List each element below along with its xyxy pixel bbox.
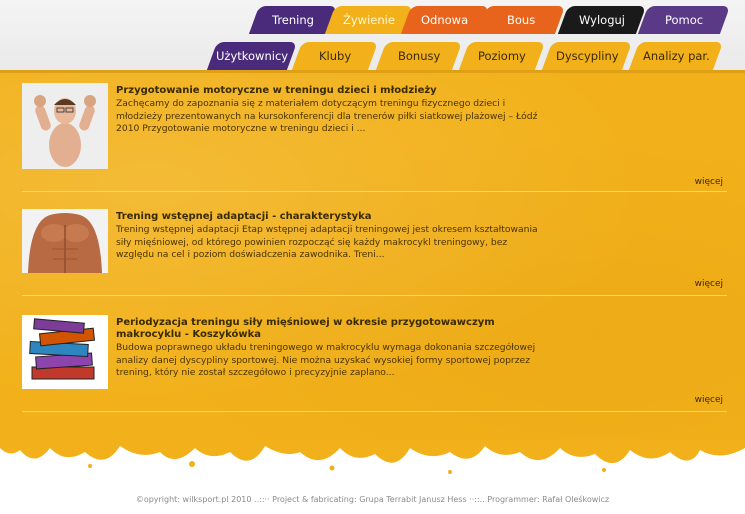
more-link[interactable]: więcej xyxy=(694,279,723,289)
tab-label: Bous xyxy=(506,13,536,27)
article-item xyxy=(22,315,727,415)
tab-uzytkownicy[interactable] xyxy=(207,42,297,70)
article-separator xyxy=(22,191,727,192)
tab-label: Wyloguj xyxy=(579,13,625,27)
tab-label: Poziomy xyxy=(478,49,526,63)
tab-pomoc[interactable] xyxy=(638,6,730,34)
tab-label: Analizy par. xyxy=(642,49,710,63)
tab-wyloguj[interactable] xyxy=(558,6,646,34)
tab-trening[interactable] xyxy=(249,6,337,34)
tab-bonusy[interactable] xyxy=(376,42,462,70)
tab-label: Kluby xyxy=(318,49,352,63)
article-item xyxy=(22,83,727,193)
tab-analizy-par[interactable] xyxy=(629,42,723,70)
article-item xyxy=(22,209,727,309)
article-excerpt: Budowa poprawnego układu treningowego w makrocyklu wymaga dokonania szczegółowej analizy danej dyscypliny sportowej. Nie można uzyskać wysokiej formy sportowej poprzez trening, który nie został szczegółowo i precyzyjnie zaplano... xyxy=(116,342,536,378)
tab-label: Trening xyxy=(272,13,314,27)
tab-kluby[interactable] xyxy=(292,42,378,70)
tab-dyscypliny[interactable] xyxy=(542,42,632,70)
article-excerpt: Trening wstępnej adaptacji Etap wstępnej adaptacji treningowej jest okresem kształtowania siły mięśniowej, od którego powinien rozpocząć się każdy makrocykl treningowy, bez względu na cel i poziom doświadczenia zawodnika. Treni... xyxy=(116,224,538,260)
article-title[interactable]: Trening wstępnej adaptacji - charakterystyka xyxy=(116,211,372,222)
child-flexing-photo[interactable] xyxy=(22,83,108,169)
muscular-torso-photo[interactable] xyxy=(22,209,108,273)
tab-label: Odnowa xyxy=(421,13,469,27)
footer xyxy=(0,495,745,504)
book-stack-illustration[interactable] xyxy=(22,315,108,389)
more-link[interactable]: więcej xyxy=(694,177,723,187)
article-separator xyxy=(22,295,727,296)
paint-splash-decoration xyxy=(0,440,745,490)
more-link[interactable]: więcej xyxy=(694,395,723,405)
tab-poziomy[interactable] xyxy=(459,42,545,70)
article-list xyxy=(0,70,745,445)
tab-label: Bonusy xyxy=(397,49,441,63)
tab-bous[interactable] xyxy=(477,6,565,34)
article-title[interactable]: Przygotowanie motoryczne w treningu dzieci i młodzieży xyxy=(116,85,437,96)
article-excerpt: Zachęcamy do zapoznania się z materiałem dotyczącym treningu fizycznego dzieci i młodzieży prezentowanych na kursokonferencji dla trenerów piłki siatkowej plażowej – Łódź 2010 Przygotowanie motoryczne w treningu dzieci i ... xyxy=(116,98,538,134)
article-title[interactable]: Periodyzacja treningu siły mięśniowej w okresie przygotowawczym makrocyklu - Koszykówka xyxy=(116,317,495,340)
footer-text: ©opyright: wilksport.pl 2010 ..::·· Project & fabricating: Grupa Terrabit Janusz Hess ··::.. Programmer: Rafał Oleśkowicz xyxy=(135,495,610,504)
top-navigation-bar xyxy=(0,0,745,76)
tab-label: Użytkownicy xyxy=(215,49,289,63)
tab-label: Żywienie xyxy=(343,13,395,27)
tab-zywienie[interactable] xyxy=(325,6,413,34)
tab-odnowa[interactable] xyxy=(401,6,489,34)
tab-label: Dyscypliny xyxy=(555,49,619,63)
article-separator xyxy=(22,411,727,412)
tab-label: Pomoc xyxy=(664,13,704,27)
